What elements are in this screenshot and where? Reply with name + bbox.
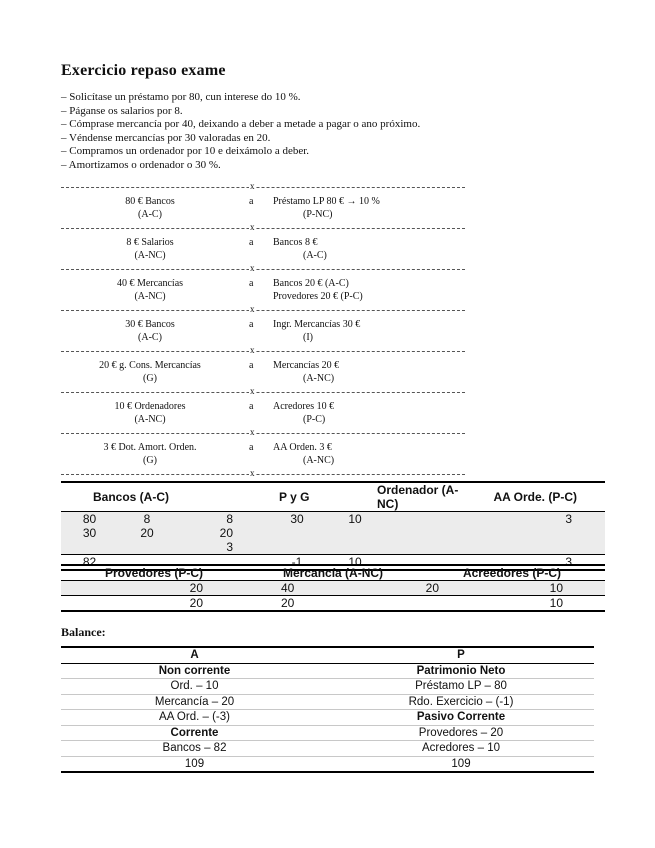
- ledger-cell: 82: [61, 555, 118, 571]
- journal-line: Préstamo LP 80 € → 10 %: [273, 196, 380, 207]
- journal-separator: [61, 427, 465, 441]
- journal-entry: [61, 359, 465, 389]
- statement-item: – Amortizamos o ordenador o 30 %.: [61, 158, 221, 171]
- ledger-row: [61, 512, 605, 527]
- ledger-cell: 3: [467, 555, 605, 571]
- balance-liability: Acredores – 10: [328, 741, 594, 757]
- ledger-cell: [467, 540, 605, 555]
- journal-credit: [273, 441, 453, 467]
- ledger-cell: 20: [61, 596, 261, 612]
- journal-line: (A-NC): [303, 455, 335, 466]
- journal-line: Bancos 20 € (A-C): [273, 278, 349, 289]
- statement-item: – Compramos un ordenador por 10 e deixámolo a deber.: [61, 145, 310, 158]
- journal-line: Acredores 10 €: [273, 401, 335, 412]
- journal-entry: [61, 318, 465, 348]
- journal-line: AA Orden. 3 €: [273, 442, 332, 453]
- journal-debit: [61, 277, 239, 303]
- ledger-cell: [61, 540, 118, 555]
- journal-separator: [61, 386, 465, 400]
- ledger-row: [61, 526, 605, 540]
- ledger-row: [61, 581, 605, 596]
- journal-line: (A-NC): [303, 373, 335, 384]
- balance-liability: Rdo. Exercicio – (-1): [328, 694, 594, 710]
- journal-debit: [61, 195, 239, 221]
- balance-asset: Corrente: [61, 725, 328, 741]
- ledger-cell: [333, 526, 377, 540]
- journal-line: Provedores 20 € (P-C): [273, 291, 363, 302]
- ledger-cell: 30: [61, 526, 118, 540]
- journal-entries: [61, 181, 465, 482]
- ledger-cell: 3: [467, 512, 605, 527]
- ledger-row: [61, 596, 605, 612]
- ledger-table-2: [61, 564, 605, 612]
- journal-debit: [61, 236, 239, 262]
- journal-line: (A-C): [138, 209, 162, 220]
- ledger-cell: 10: [333, 512, 377, 527]
- ledger-cell: [467, 526, 605, 540]
- journal-line: 40 € Mercancías: [116, 278, 184, 289]
- journal-a: a: [249, 196, 254, 207]
- ledger-cell: [377, 526, 467, 540]
- journal-entry: [61, 195, 465, 225]
- journal-line: (P-C): [303, 414, 326, 425]
- ledger-cell: [118, 540, 176, 555]
- ledger-cell: 20: [361, 581, 461, 596]
- journal-credit: [273, 195, 453, 221]
- ledger-cell: 40: [261, 581, 361, 596]
- journal-line: 10 € Ordenadores: [114, 401, 186, 412]
- ledger-cell: 20: [61, 581, 261, 596]
- journal-debit: [61, 400, 239, 426]
- balance-title: Balance:: [61, 625, 106, 639]
- statement-item: – Páganse os salarios por 8.: [61, 104, 183, 117]
- balance-liability: Patrimonio Neto: [328, 663, 594, 679]
- journal-a: a: [249, 360, 254, 371]
- journal-line: Ingr. Mercancías 30 €: [273, 319, 361, 330]
- separator-mark: x: [250, 468, 255, 478]
- balance-asset: Ord. – 10: [61, 679, 328, 695]
- ledger-cell: 20: [176, 526, 261, 540]
- journal-separator: [61, 304, 465, 318]
- statement-item: – Cómprase mercancía por 40, deixando a deber a metade a pagar o ano próximo.: [61, 118, 421, 131]
- ledger-cell: [333, 540, 377, 555]
- ledger-header-acreedores: Acreedores (P-C): [461, 565, 605, 581]
- journal-debit: [61, 441, 239, 467]
- journal-line: 20 € g. Cons. Mercancías: [99, 360, 201, 371]
- balance-asset: 109: [184, 757, 205, 770]
- journal-separator: [61, 345, 465, 359]
- journal-credit: [273, 318, 453, 344]
- ledger-header-provedores: Provedores (P-C): [61, 565, 261, 581]
- separator-mark: x: [250, 345, 255, 355]
- journal-credit: [273, 359, 453, 385]
- ledger-cell: [261, 540, 333, 555]
- ledger-cell: 20: [118, 526, 176, 540]
- statement-list: [61, 91, 420, 173]
- balance-asset: AA Ord. – (-3): [61, 710, 328, 726]
- balance-asset: Non corrente: [61, 663, 328, 679]
- statement-item: – Solicítase un préstamo por 80, cun interese do 10 %.: [61, 91, 301, 103]
- balance-row: [61, 679, 594, 695]
- journal-line: 30 € Bancos: [125, 319, 175, 330]
- separator-mark: x: [250, 181, 255, 191]
- ledger-cell: [377, 512, 467, 527]
- balance-liability: 109: [451, 757, 471, 770]
- balance-liability: Provedores – 20: [328, 725, 594, 741]
- journal-a: a: [249, 278, 254, 289]
- balance-row: [61, 741, 594, 757]
- balance-asset: Bancos – 82: [61, 741, 328, 757]
- journal-line: Bancos 8 €: [273, 237, 318, 248]
- separator-mark: x: [250, 263, 255, 273]
- balance-header-a: A: [61, 647, 328, 663]
- balance-row: [61, 710, 594, 726]
- journal-debit: [61, 359, 239, 385]
- journal-line: (G): [143, 373, 157, 384]
- ledger-cell: 10: [333, 555, 377, 571]
- balance-row: [61, 694, 594, 710]
- ledger-header-pyg: P y G: [261, 482, 377, 512]
- page-title: Exercicio repaso exame: [61, 62, 226, 79]
- journal-separator: [61, 263, 465, 277]
- ledger-cell: -1: [261, 555, 333, 571]
- ledger-header-bancos: Bancos (A-C): [61, 482, 261, 512]
- journal-line: Mercancías 20 €: [273, 360, 340, 371]
- journal-credit: [273, 277, 453, 303]
- journal-line: (A-C): [138, 332, 162, 343]
- journal-line: (I): [303, 332, 313, 343]
- balance-row: [61, 756, 594, 772]
- journal-line: (A-C): [303, 250, 327, 261]
- journal-a: a: [249, 401, 254, 412]
- balance-table: [61, 646, 594, 773]
- journal-line: 80 € Bancos: [125, 196, 175, 207]
- balance-asset: Mercancía – 20: [61, 694, 328, 710]
- ledger-header-mercancia: Mercancía (A-NC): [261, 565, 461, 581]
- journal-line: (P-NC): [303, 209, 333, 220]
- ledger-cell: 3: [176, 540, 261, 555]
- journal-line: (G): [143, 455, 157, 466]
- ledger-cell: [377, 540, 467, 555]
- ledger-cell: 20: [261, 596, 361, 612]
- journal-entry: [61, 400, 465, 430]
- journal-debit: [61, 318, 239, 344]
- journal-entry: [61, 277, 465, 307]
- statement-item: – Véndense mercancías por 30 valoradas en 20.: [61, 131, 271, 144]
- journal-separator: [61, 181, 465, 195]
- ledger-cell: 80: [61, 512, 118, 527]
- journal-separator: [61, 222, 465, 236]
- journal-a: a: [249, 442, 254, 453]
- balance-liability: Préstamo LP – 80: [328, 679, 594, 695]
- balance-header-p: P: [328, 647, 594, 663]
- ledger-cell: 8: [118, 512, 176, 527]
- journal-a: a: [249, 237, 254, 248]
- separator-mark: x: [250, 386, 255, 396]
- journal-a: a: [249, 319, 254, 330]
- journal-line: (A-NC): [134, 250, 166, 261]
- journal-line: (A-NC): [134, 291, 166, 302]
- balance-liability: Pasivo Corrente: [328, 710, 594, 726]
- ledger-header-ordenador: Ordenador (A-NC): [377, 482, 467, 512]
- journal-line: 8 € Salarios: [126, 237, 174, 248]
- separator-mark: x: [250, 304, 255, 314]
- separator-mark: x: [250, 427, 255, 437]
- ledger-table-1: [61, 481, 605, 571]
- journal-line: (A-NC): [134, 414, 166, 425]
- journal-line: 3 € Dot. Amort. Orden.: [103, 442, 197, 453]
- ledger-cell: 8: [176, 512, 261, 527]
- ledger-cell: 30: [261, 512, 333, 527]
- balance-row: [61, 663, 594, 679]
- separator-mark: x: [250, 222, 255, 232]
- ledger-row: [61, 540, 605, 555]
- journal-credit: [273, 236, 453, 262]
- ledger-cell: 10: [461, 596, 605, 612]
- ledger-cell: 10: [461, 581, 605, 596]
- journal-entry: [61, 236, 465, 266]
- ledger-cell: [261, 526, 333, 540]
- journal-entry: [61, 441, 465, 471]
- ledger-cell: [361, 596, 461, 612]
- journal-credit: [273, 400, 453, 426]
- balance-row: [61, 725, 594, 741]
- ledger-header-aa: AA Orde. (P-C): [467, 482, 605, 512]
